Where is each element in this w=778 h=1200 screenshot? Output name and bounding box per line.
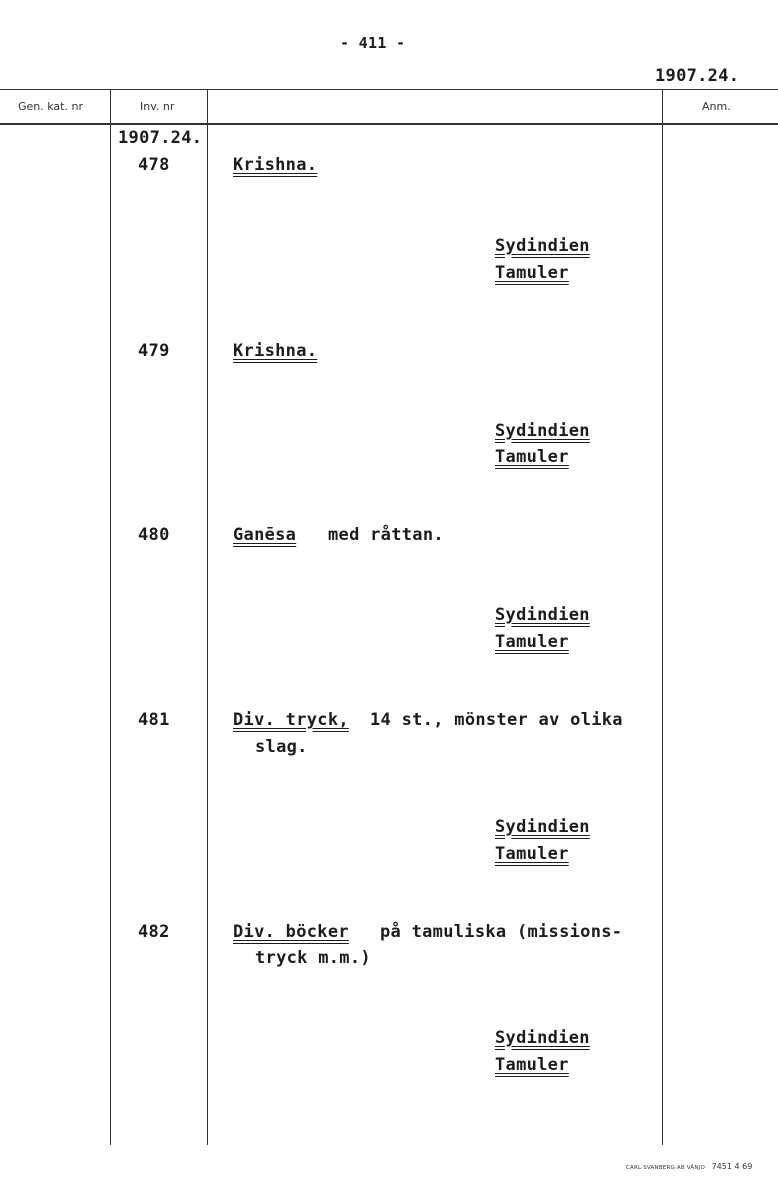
entry-people: Tamuler	[495, 447, 569, 467]
inv-number: 479	[138, 341, 170, 361]
entry-description: på tamuliska (missions-	[380, 922, 623, 942]
entry-people: Tamuler	[495, 1055, 569, 1075]
inv-number: 481	[138, 710, 170, 730]
entry-region: Sydindien	[495, 817, 590, 837]
page-number: - 411 -	[340, 34, 406, 52]
inv-number: 482	[138, 922, 170, 942]
inv-prefix: 1907.24.	[118, 128, 203, 148]
entry-title: Div. tryck,	[233, 710, 349, 730]
column-rule-3	[662, 90, 663, 1145]
entry-description: med råttan.	[328, 525, 444, 545]
entry-title: Krishna.	[233, 341, 318, 361]
inv-number: 480	[138, 525, 170, 545]
entry-region: Sydindien	[495, 605, 590, 625]
entry-description-cont: tryck m.m.)	[255, 948, 371, 968]
entry-title: Krishna.	[233, 155, 318, 175]
entry-title: Div. böcker	[233, 922, 349, 942]
entry-region: Sydindien	[495, 236, 590, 256]
footer-printer: CARL SVANBERG AB VÄNJO	[626, 1165, 706, 1171]
entry-people: Tamuler	[495, 263, 569, 283]
inv-number: 478	[138, 155, 170, 175]
column-rule-1	[110, 90, 111, 1145]
header-inv: Inv. nr	[140, 100, 175, 113]
column-rule-2	[207, 90, 208, 1145]
entry-description-cont: slag.	[255, 737, 308, 757]
footer-code: 7451 4 69	[711, 1162, 753, 1171]
entry-people: Tamuler	[495, 632, 569, 652]
header-anm: Anm.	[702, 100, 731, 113]
accession-number: 1907.24.	[655, 66, 740, 86]
header-gen-kat: Gen. kat. nr	[18, 100, 83, 113]
entry-people: Tamuler	[495, 844, 569, 864]
entry-region: Sydindien	[495, 1028, 590, 1048]
entry-description: 14 st., mönster av olika	[370, 710, 623, 730]
entry-region: Sydindien	[495, 421, 590, 441]
entry-title: Ganēsa	[233, 525, 297, 545]
footer	[626, 1162, 752, 1171]
